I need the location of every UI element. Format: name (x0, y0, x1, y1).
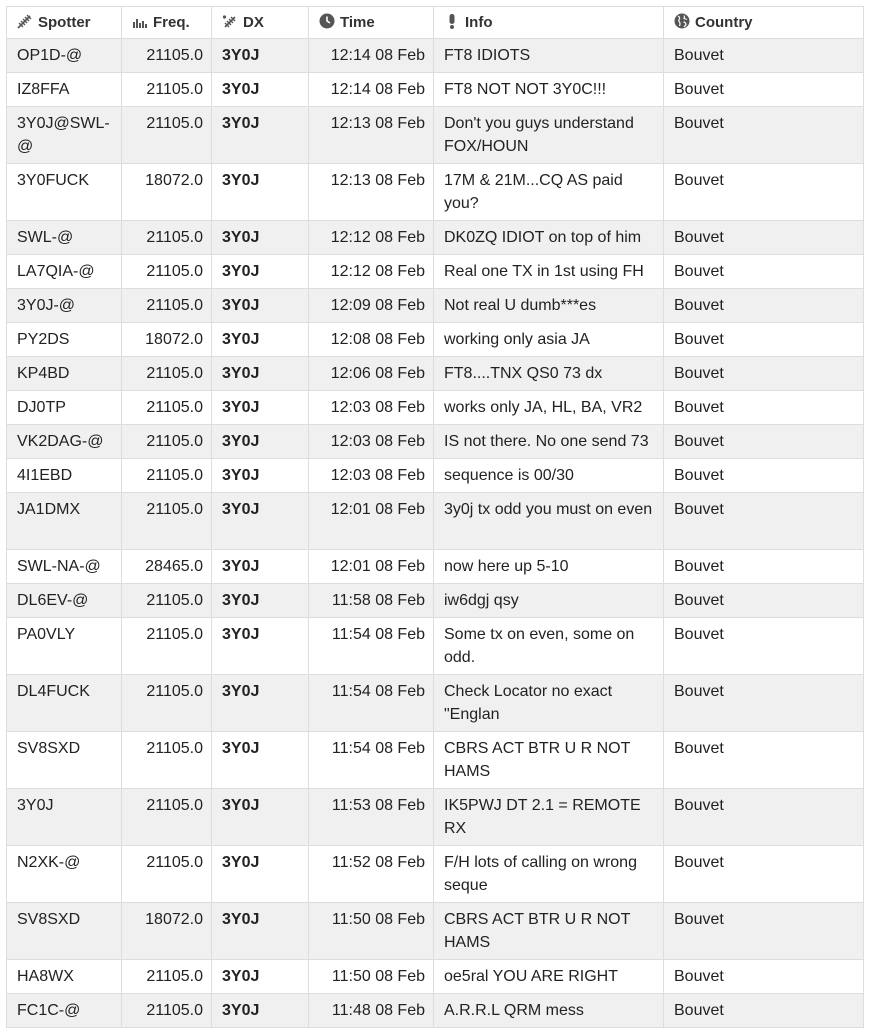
country-cell: Bouvet (664, 357, 864, 391)
dx-callsign-cell: 3Y0J (212, 289, 309, 323)
table-row[interactable] (7, 323, 864, 357)
frequency-cell: 21105.0 (122, 73, 212, 107)
frequency-cell: 21105.0 (122, 391, 212, 425)
dx-callsign-cell: 3Y0J (212, 425, 309, 459)
dx-callsign-cell: 3Y0J (212, 391, 309, 425)
table-header-row (7, 7, 864, 39)
info-cell: Some tx on even, some on odd. (434, 618, 664, 675)
spotter-cell: LA7QIA-@ (7, 255, 122, 289)
frequency-cell: 21105.0 (122, 789, 212, 846)
dx-callsign-cell: 3Y0J (212, 255, 309, 289)
table-row[interactable] (7, 550, 864, 584)
dx-callsign-cell: 3Y0J (212, 164, 309, 221)
spotter-cell: JA1DMX (7, 493, 122, 550)
time-cell: 12:03 08 Feb (309, 425, 434, 459)
column-header-dx[interactable] (212, 7, 309, 39)
table-row[interactable] (7, 584, 864, 618)
column-header-spotter-label: Spotter (38, 14, 91, 31)
time-cell: 12:14 08 Feb (309, 73, 434, 107)
time-cell: 12:03 08 Feb (309, 391, 434, 425)
spotter-cell: 3Y0FUCK (7, 164, 122, 221)
info-cell: oe5ral YOU ARE RIGHT (434, 960, 664, 994)
table-row[interactable] (7, 675, 864, 732)
column-header-info[interactable] (434, 7, 664, 39)
info-cell: working only asia JA (434, 323, 664, 357)
time-cell: 12:08 08 Feb (309, 323, 434, 357)
spotter-cell: KP4BD (7, 357, 122, 391)
spotter-cell: 3Y0J (7, 789, 122, 846)
table-row[interactable] (7, 39, 864, 73)
spotter-cell: OP1D-@ (7, 39, 122, 73)
dx-callsign-cell: 3Y0J (212, 39, 309, 73)
table-row[interactable] (7, 618, 864, 675)
time-cell: 12:13 08 Feb (309, 164, 434, 221)
globe-icon (674, 13, 690, 29)
table-row[interactable] (7, 289, 864, 323)
frequency-cell: 18072.0 (122, 903, 212, 960)
time-cell: 11:54 08 Feb (309, 675, 434, 732)
country-cell: Bouvet (664, 164, 864, 221)
spotter-cell: SWL-@ (7, 221, 122, 255)
frequency-cell: 21105.0 (122, 255, 212, 289)
spotter-cell: VK2DAG-@ (7, 425, 122, 459)
spotter-cell: PY2DS (7, 323, 122, 357)
frequency-cell: 18072.0 (122, 323, 212, 357)
country-cell: Bouvet (664, 39, 864, 73)
info-cell: IS not there. No one send 73 (434, 425, 664, 459)
frequency-cell: 21105.0 (122, 221, 212, 255)
country-cell: Bouvet (664, 255, 864, 289)
info-cell: 3y0j tx odd you must on even (434, 493, 664, 550)
frequency-cell: 21105.0 (122, 994, 212, 1028)
country-cell: Bouvet (664, 994, 864, 1028)
spotter-cell: SV8SXD (7, 732, 122, 789)
table-row[interactable] (7, 459, 864, 493)
frequency-cell: 28465.0 (122, 550, 212, 584)
info-cell: FT8....TNX QS0 73 dx (434, 357, 664, 391)
time-cell: 11:54 08 Feb (309, 732, 434, 789)
column-header-country[interactable] (664, 7, 864, 39)
time-cell: 12:13 08 Feb (309, 107, 434, 164)
country-cell: Bouvet (664, 425, 864, 459)
spotter-cell: SWL-NA-@ (7, 550, 122, 584)
dx-callsign-cell: 3Y0J (212, 584, 309, 618)
country-cell: Bouvet (664, 675, 864, 732)
time-cell: 12:09 08 Feb (309, 289, 434, 323)
dx-callsign-cell: 3Y0J (212, 459, 309, 493)
frequency-cell: 21105.0 (122, 584, 212, 618)
spotter-cell: DL4FUCK (7, 675, 122, 732)
country-cell: Bouvet (664, 732, 864, 789)
time-cell: 11:53 08 Feb (309, 789, 434, 846)
table-row[interactable] (7, 357, 864, 391)
frequency-cell: 21105.0 (122, 107, 212, 164)
time-cell: 11:50 08 Feb (309, 960, 434, 994)
info-cell: CBRS ACT BTR U R NOT HAMS (434, 732, 664, 789)
info-cell: works only JA, HL, BA, VR2 (434, 391, 664, 425)
column-header-info-label: Info (465, 14, 493, 31)
country-cell: Bouvet (664, 493, 864, 550)
country-cell: Bouvet (664, 107, 864, 164)
country-cell: Bouvet (664, 960, 864, 994)
spotter-cell: 3Y0J-@ (7, 289, 122, 323)
spotter-cell: DL6EV-@ (7, 584, 122, 618)
frequency-cell: 21105.0 (122, 732, 212, 789)
dx-callsign-cell: 3Y0J (212, 221, 309, 255)
column-header-dx-label: DX (243, 14, 264, 31)
time-cell: 12:01 08 Feb (309, 550, 434, 584)
dx-callsign-cell: 3Y0J (212, 618, 309, 675)
table-row[interactable] (7, 960, 864, 994)
spotter-cell: IZ8FFA (7, 73, 122, 107)
frequency-cell: 21105.0 (122, 289, 212, 323)
frequency-cell: 21105.0 (122, 425, 212, 459)
info-cell: CBRS ACT BTR U R NOT HAMS (434, 903, 664, 960)
time-cell: 11:58 08 Feb (309, 584, 434, 618)
time-cell: 12:06 08 Feb (309, 357, 434, 391)
info-cell: iw6dgj qsy (434, 584, 664, 618)
info-cell: now here up 5-10 (434, 550, 664, 584)
dx-callsign-cell: 3Y0J (212, 493, 309, 550)
table-row[interactable] (7, 255, 864, 289)
country-cell: Bouvet (664, 846, 864, 903)
dx-callsign-cell: 3Y0J (212, 73, 309, 107)
column-header-country-label: Country (695, 14, 753, 31)
table-row[interactable] (7, 493, 864, 550)
info-cell: FT8 NOT NOT 3Y0C!!! (434, 73, 664, 107)
dx-callsign-cell: 3Y0J (212, 732, 309, 789)
dx-callsign-cell: 3Y0J (212, 846, 309, 903)
spotter-cell: SV8SXD (7, 903, 122, 960)
info-cell: 17M & 21M...CQ AS paid you? (434, 164, 664, 221)
info-cell: A.R.R.L QRM mess (434, 994, 664, 1028)
table-row[interactable] (7, 73, 864, 107)
table-row[interactable] (7, 164, 864, 221)
dx-antenna-icon (222, 13, 238, 29)
table-row[interactable] (7, 903, 864, 960)
info-cell: sequence is 00/30 (434, 459, 664, 493)
dx-callsign-cell: 3Y0J (212, 357, 309, 391)
time-cell: 12:12 08 Feb (309, 255, 434, 289)
clock-icon (319, 13, 335, 29)
frequency-cell: 18072.0 (122, 164, 212, 221)
frequency-cell: 21105.0 (122, 39, 212, 73)
time-cell: 12:01 08 Feb (309, 493, 434, 550)
spotter-cell: 4I1EBD (7, 459, 122, 493)
frequency-cell: 21105.0 (122, 459, 212, 493)
country-cell: Bouvet (664, 391, 864, 425)
table-body (7, 39, 864, 1028)
frequency-cell: 21105.0 (122, 357, 212, 391)
dx-spots-table (6, 6, 864, 1028)
country-cell: Bouvet (664, 289, 864, 323)
frequency-cell: 21105.0 (122, 675, 212, 732)
dx-callsign-cell: 3Y0J (212, 903, 309, 960)
frequency-cell: 21105.0 (122, 846, 212, 903)
dx-callsign-cell: 3Y0J (212, 675, 309, 732)
dx-callsign-cell: 3Y0J (212, 107, 309, 164)
time-cell: 11:50 08 Feb (309, 903, 434, 960)
country-cell: Bouvet (664, 73, 864, 107)
country-cell: Bouvet (664, 550, 864, 584)
table-row[interactable] (7, 391, 864, 425)
country-cell: Bouvet (664, 459, 864, 493)
country-cell: Bouvet (664, 618, 864, 675)
info-cell: Not real U dumb***es (434, 289, 664, 323)
table-row[interactable] (7, 425, 864, 459)
country-cell: Bouvet (664, 221, 864, 255)
time-cell: 11:54 08 Feb (309, 618, 434, 675)
info-cell: Don't you guys understand FOX/HOUN (434, 107, 664, 164)
table-row[interactable] (7, 107, 864, 164)
table-row[interactable] (7, 846, 864, 903)
column-header-time[interactable] (309, 7, 434, 39)
info-cell: Real one TX in 1st using FH (434, 255, 664, 289)
column-header-spotter[interactable] (7, 7, 122, 39)
dx-callsign-cell: 3Y0J (212, 789, 309, 846)
time-cell: 12:12 08 Feb (309, 221, 434, 255)
spotter-cell: DJ0TP (7, 391, 122, 425)
info-cell: DK0ZQ IDIOT on top of him (434, 221, 664, 255)
frequency-cell: 21105.0 (122, 493, 212, 550)
info-cell: FT8 IDIOTS (434, 39, 664, 73)
time-cell: 11:52 08 Feb (309, 846, 434, 903)
dx-callsign-cell: 3Y0J (212, 960, 309, 994)
info-cell: IK5PWJ DT 2.1 = REMOTE RX (434, 789, 664, 846)
table-row[interactable] (7, 994, 864, 1028)
info-cell: F/H lots of calling on wrong seque (434, 846, 664, 903)
spotter-cell: N2XK-@ (7, 846, 122, 903)
time-cell: 11:48 08 Feb (309, 994, 434, 1028)
country-cell: Bouvet (664, 584, 864, 618)
column-header-freq-label: Freq. (153, 14, 190, 31)
country-cell: Bouvet (664, 903, 864, 960)
table-row[interactable] (7, 789, 864, 846)
country-cell: Bouvet (664, 323, 864, 357)
antenna-icon (17, 13, 33, 29)
spotter-cell: 3Y0J@SWL-@ (7, 107, 122, 164)
time-cell: 12:14 08 Feb (309, 39, 434, 73)
table-row[interactable] (7, 732, 864, 789)
spotter-cell: HA8WX (7, 960, 122, 994)
spotter-cell: PA0VLY (7, 618, 122, 675)
info-cell: Check Locator no exact "Englan (434, 675, 664, 732)
dx-callsign-cell: 3Y0J (212, 550, 309, 584)
frequency-cell: 21105.0 (122, 960, 212, 994)
table-row[interactable] (7, 221, 864, 255)
frequency-cell: 21105.0 (122, 618, 212, 675)
country-cell: Bouvet (664, 789, 864, 846)
column-header-time-label: Time (340, 14, 375, 31)
spotter-cell: FC1C-@ (7, 994, 122, 1028)
bar-signal-icon (132, 13, 148, 29)
time-cell: 12:03 08 Feb (309, 459, 434, 493)
dx-callsign-cell: 3Y0J (212, 323, 309, 357)
column-header-freq[interactable] (122, 7, 212, 39)
dx-callsign-cell: 3Y0J (212, 994, 309, 1028)
exclamation-icon (444, 13, 460, 29)
